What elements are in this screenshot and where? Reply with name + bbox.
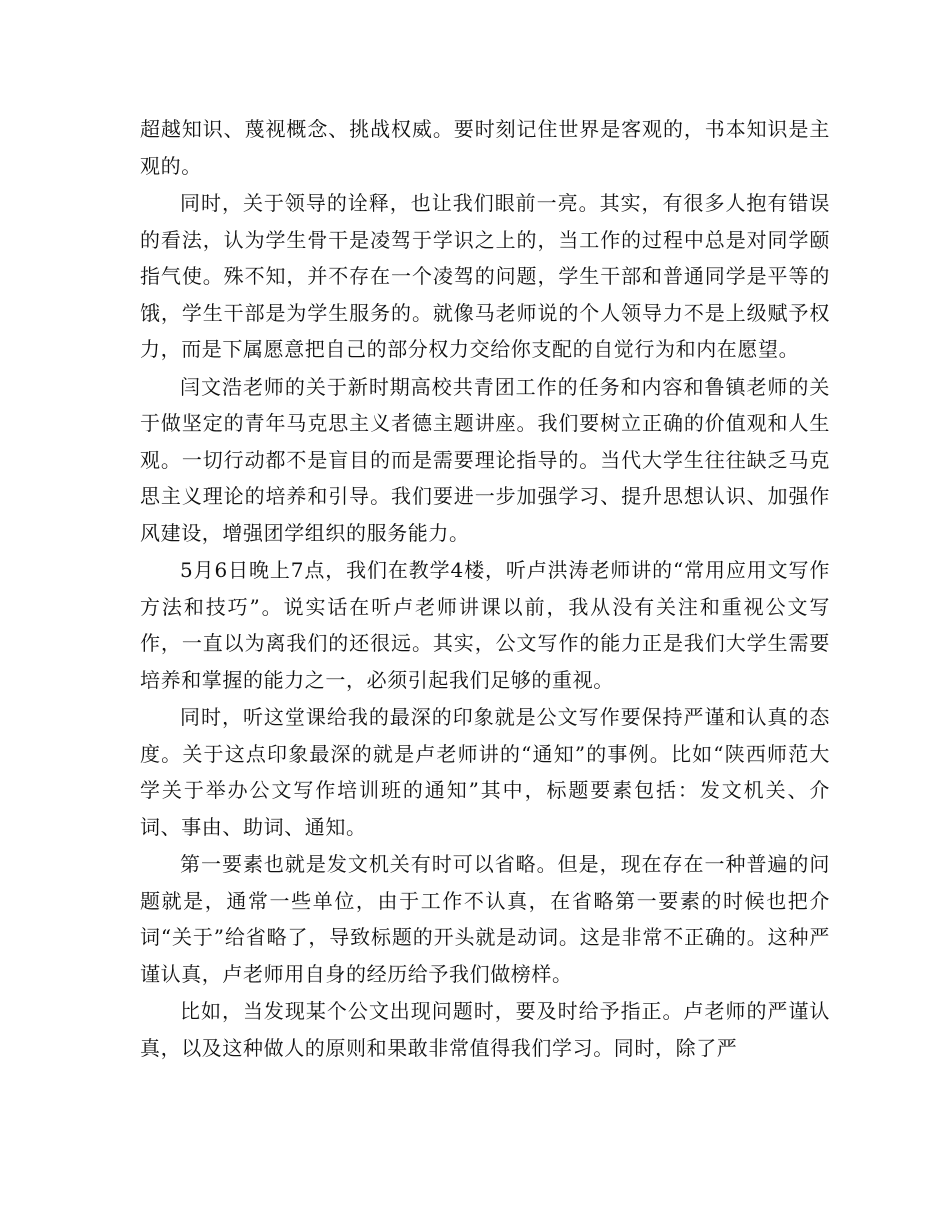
paragraph-leadership: 同时，关于领导的诠释，也让我们眼前一亮。其实，有很多人抱有错误的看法，认为学生骨干是凌驾于学识之上的，当工作的过程中总是对同学颐指气使。殊不知，并不存在一个凌驾的问题，学生干部和普通同学是平等的饿，学生干部是为学生服务的。就像马老师说的个人领导力不是上级赋予权力，而是下属愿意把自己的部分权力交给你支配的自觉行为和内在愿望。 xyxy=(140,191,830,361)
paragraph-writing-class: 5月6日晚上7点，我们在教学4楼，听卢洪涛老师讲的“常用应用文写作方法和技巧”。说实话在听卢老师讲课以前，我从没有关注和重视公文写作，一直以为离我们的还很远。其实，公文写作的能力正是我们大学生需要培养和掌握的能力之一，必须引起我们足够的重视。 xyxy=(140,558,830,692)
paragraph-lectures: 闫文浩老师的关于新时期高校共青团工作的任务和内容和鲁镇老师的关于做坚定的青年马克思主义者德主题讲座。我们要树立正确的价值观和人生观。一切行动都不是盲目的而是需要理论指导的。当代大学生往往缺乏马克思主义理论的培养和引导。我们要进一步加强学习、提升思想认识、加强作风建设，增强团学组织的服务能力。 xyxy=(140,374,830,545)
document-body xyxy=(140,111,830,1067)
paragraph-rigor: 同时，听这堂课给我的最深的印象就是公文写作要保持严谨和认真的态度。关于这点印象最深的就是卢老师讲的“通知”的事例。比如“陕西师范大学关于举办公文写作培训班的通知”其中，标题要素包括：发文机关、介词、事由、助词、通知。 xyxy=(140,705,830,839)
paragraph-example: 比如，当发现某个公文出现问题时，要及时给予指正。卢老师的严谨认真，以及这种做人的原则和果敢非常值得我们学习。同时，除了严 xyxy=(140,999,830,1060)
paragraph-continued: 超越知识、蔑视概念、挑战权威。要时刻记住世界是客观的，书本知识是主观的。 xyxy=(140,117,830,178)
paragraph-first-element: 第一要素也就是发文机关有时可以省略。但是，现在存在一种普遍的问题就是，通常一些单位，由于工作不认真，在省略第一要素的时候也把介词“关于”给省略了，导致标题的开头就是动词。这是非常不正确的。这种严谨认真，卢老师用自身的经历给予我们做榜样。 xyxy=(140,852,830,986)
